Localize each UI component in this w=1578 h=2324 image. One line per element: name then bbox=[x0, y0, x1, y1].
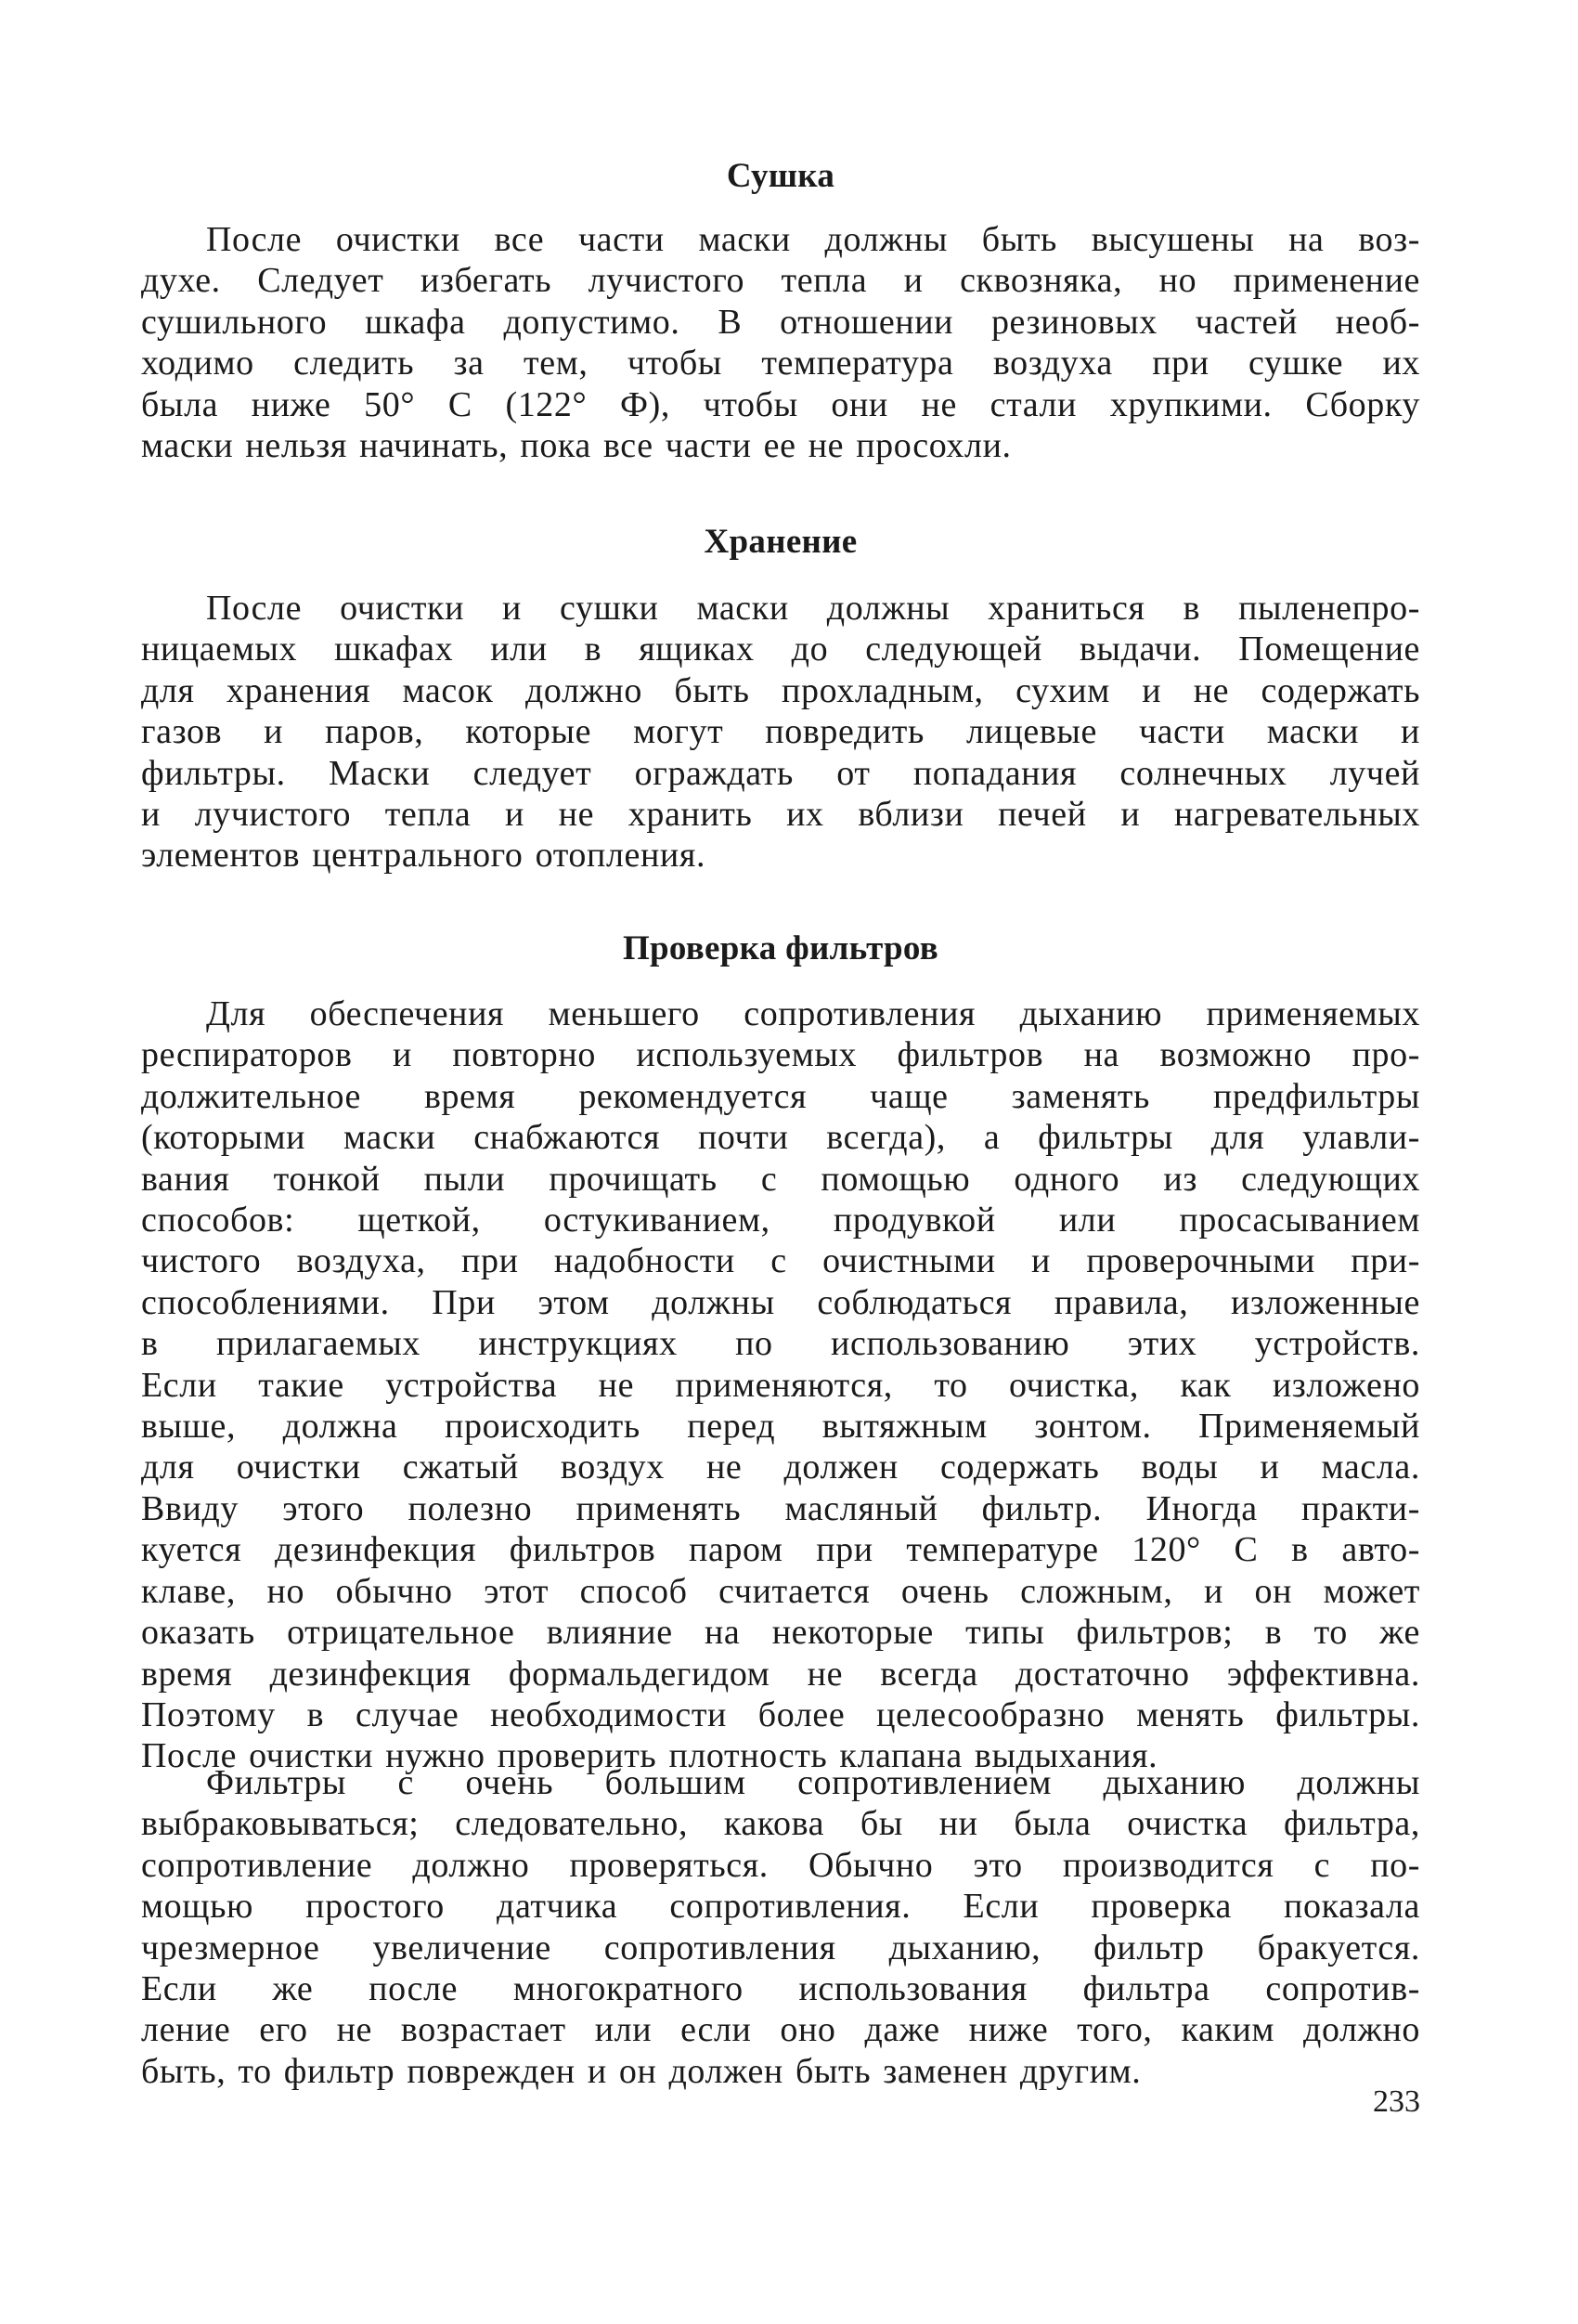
paragraph-line: После очистки все части маски должны быть высушены на воз- bbox=[206, 220, 1420, 259]
paragraph-line: ходимо следить за тем, чтобы температура воздуха при сушке их bbox=[141, 344, 1420, 383]
paragraph-line: ницаемых шкафах или в ящиках до следующей выдачи. Помещение bbox=[141, 630, 1420, 669]
paragraph-line: Фильтры с очень большим сопротивлением дыханию должны bbox=[206, 1763, 1420, 1802]
paragraph-line: для очистки сжатый воздух не должен содержать воды и масла. bbox=[141, 1448, 1420, 1487]
section-heading-filters: Проверка фильтров bbox=[622, 929, 939, 967]
paragraph-line: оказать отрицательное влияние на некоторые типы фильтров; в то же bbox=[141, 1613, 1420, 1653]
paragraph-line: клаве, но обычно этот способ считается очень сложным, и он может bbox=[141, 1571, 1420, 1611]
paragraph-line: фильтры. Маски следует ограждать от попадания солнечных лучей bbox=[141, 753, 1420, 793]
paragraph-line: Поэтому в случае необходимости более целесообразно менять фильтры. bbox=[141, 1694, 1420, 1734]
paragraph-line: время дезинфекция формальдегидом не всегда достаточно эффективна. bbox=[141, 1654, 1420, 1694]
paragraph-line: выше, должна происходить перед вытяжным зонтом. Применяемый bbox=[141, 1407, 1420, 1447]
paragraph-line: респираторов и повторно используемых фильтров на возможно про- bbox=[141, 1035, 1420, 1075]
paragraph-line: способлениями. При этом должны соблюдаться правила, изложенные bbox=[141, 1282, 1420, 1322]
paragraph-line: Если же после многократного использования фильтра сопротив- bbox=[141, 1969, 1420, 2009]
paragraph-line: духе. Следует избегать лучистого тепла и сквозняка, но применение bbox=[141, 261, 1420, 301]
paragraph-line: элементов центрального отопления. bbox=[141, 836, 706, 876]
paragraph-line: сопротивление должно проверяться. Обычно это производится с по- bbox=[141, 1845, 1420, 1885]
paragraph-line: Если такие устройства не применяются, то очистка, как изложено bbox=[141, 1365, 1420, 1405]
paragraph-line: После очистки и сушки маски должны храниться в пыленепро- bbox=[206, 589, 1420, 628]
paragraph-line: Ввиду этого полезно применять масляный фильтр. Иногда практи- bbox=[141, 1488, 1420, 1528]
paragraph-line: ление его не возрастает или если оно даже ниже того, каким должно bbox=[141, 2010, 1420, 2050]
paragraph-line: газов и паров, которые могут повредить лицевые части маски и bbox=[141, 712, 1420, 752]
paragraph-line: была ниже 50° С (122° Ф), чтобы они не стали хрупкими. Сборку bbox=[141, 384, 1420, 424]
paragraph-line: и лучистого тепла и не хранить их вблизи печей и нагревательных bbox=[141, 795, 1420, 835]
paragraph-line: вания тонкой пыли прочищать с помощью одного из следующих bbox=[141, 1159, 1420, 1199]
paragraph-line: чистого воздуха, при надобности с очистными и проверочными при- bbox=[141, 1241, 1420, 1281]
paragraph-filters-resistance bbox=[141, 1762, 1420, 2092]
paragraph-line: После очистки нужно проверить плотность клапана выдыхания. bbox=[141, 1736, 1158, 1776]
paragraph-line: способов: щеткой, остукиванием, продувкой или просасыванием bbox=[141, 1201, 1420, 1240]
section-heading-storage: Хранение bbox=[704, 523, 858, 561]
paragraph-storage bbox=[141, 588, 1420, 876]
paragraph-line: (которыми маски снабжаются почти всегда), а фильтры для улавли- bbox=[141, 1118, 1420, 1158]
page-number: 233 bbox=[1373, 2084, 1420, 2119]
paragraph-line: чрезмерное увеличение сопротивления дыханию, фильтр бракуется. bbox=[141, 1928, 1420, 1967]
paragraph-line: куется дезинфекция фильтров паром при температуре 120° С в авто- bbox=[141, 1530, 1420, 1570]
paragraph-line: Для обеспечения меньшего сопротивления дыханию применяемых bbox=[206, 994, 1420, 1033]
paragraph-line: быть, то фильтр поврежден и он должен быть заменен другим. bbox=[141, 2051, 1142, 2091]
section-heading-drying: Сушка bbox=[726, 157, 835, 195]
paragraph-line: должительное время рекомендуется чаще заменять предфильтры bbox=[141, 1076, 1420, 1116]
paragraph-line: сушильного шкафа допустимо. В отношении резиновых частей необ- bbox=[141, 302, 1420, 342]
paragraph-drying bbox=[141, 219, 1420, 466]
paragraph-line: в прилагаемых инструкциях по использованию этих устройств. bbox=[141, 1324, 1420, 1364]
paragraph-line: маски нельзя начинать, пока все части ее не просохли. bbox=[141, 426, 1012, 466]
paragraph-line: выбраковываться; следовательно, какова бы ни была очистка фильтра, bbox=[141, 1804, 1420, 1844]
paragraph-line: для хранения масок должно быть прохладным, сухим и не содержать bbox=[141, 670, 1420, 710]
paragraph-line: мощью простого датчика сопротивления. Если проверка показала bbox=[141, 1887, 1420, 1927]
paragraph-filters-cleaning bbox=[141, 993, 1420, 1777]
